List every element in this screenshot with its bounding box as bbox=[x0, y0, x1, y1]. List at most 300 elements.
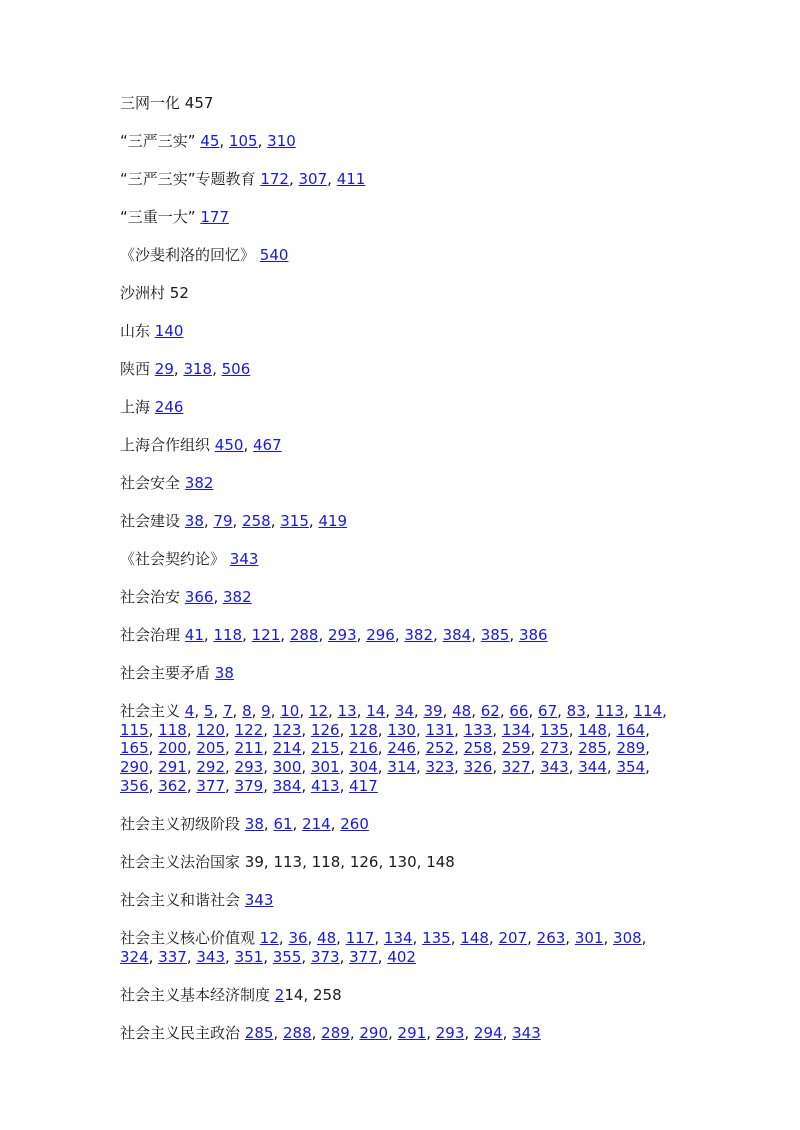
page-separator: , bbox=[186, 776, 197, 795]
page-separator: , bbox=[311, 1023, 322, 1042]
index-entry bbox=[120, 360, 680, 379]
page-reference-link[interactable]: 38 bbox=[184, 511, 204, 530]
page-separator: , bbox=[394, 625, 405, 644]
page-reference-link[interactable]: 377 bbox=[349, 947, 378, 966]
page-reference-link[interactable]: 260 bbox=[340, 814, 369, 833]
page-separator: , bbox=[225, 720, 235, 739]
page-separator: , bbox=[148, 739, 159, 758]
page-reference-link[interactable]: 14 bbox=[366, 701, 386, 720]
page-reference-link[interactable]: 172 bbox=[260, 169, 289, 188]
page-separator: , bbox=[148, 758, 159, 777]
page-reference: 258 bbox=[312, 985, 342, 1004]
page-separator: , bbox=[213, 587, 223, 606]
page-reference-link[interactable]: 115 bbox=[120, 720, 149, 739]
page-separator: , bbox=[454, 739, 464, 758]
page-separator: , bbox=[148, 776, 159, 795]
index-entry bbox=[120, 702, 680, 796]
page-separator: , bbox=[464, 1023, 474, 1042]
page-separator: , bbox=[374, 928, 384, 947]
page-separator: , bbox=[173, 359, 184, 378]
page-reference-link[interactable]: 300 bbox=[272, 758, 302, 777]
index-term: 社会主义 bbox=[120, 701, 181, 720]
page-separator: , bbox=[339, 720, 350, 739]
page-separator: , bbox=[606, 720, 617, 739]
index-entry bbox=[120, 588, 680, 607]
page-reference-link[interactable]: 83 bbox=[566, 701, 586, 720]
page-reference-link[interactable]: 134 bbox=[501, 720, 531, 739]
index-entry bbox=[120, 1024, 680, 1043]
page-reference-link[interactable]: 294 bbox=[473, 1023, 503, 1042]
page-separator: , bbox=[219, 131, 229, 150]
page-separator: , bbox=[492, 739, 502, 758]
page-separator: , bbox=[527, 928, 537, 947]
page-reference-link[interactable]: 402 bbox=[387, 947, 416, 966]
page-separator: , bbox=[263, 852, 274, 871]
page-separator: , bbox=[340, 852, 350, 871]
page-separator: , bbox=[388, 1023, 398, 1042]
page-separator: , bbox=[186, 739, 197, 758]
index-term: 三网一化 bbox=[120, 94, 181, 112]
page-reference-link[interactable]: 301 bbox=[574, 928, 604, 947]
index-term: “三严三实” bbox=[120, 131, 196, 150]
page-reference-link[interactable]: 344 bbox=[578, 758, 607, 777]
page-reference-link[interactable]: 291 bbox=[397, 1023, 427, 1042]
page-separator: , bbox=[378, 852, 388, 871]
page-reference-link[interactable]: 290 bbox=[359, 1023, 388, 1042]
page-reference-link[interactable]: 343 bbox=[540, 758, 569, 777]
page-separator: , bbox=[186, 947, 197, 966]
index-term: 社会安全 bbox=[120, 473, 181, 492]
page-reference-link[interactable]: 5 bbox=[203, 701, 214, 720]
page-separator: , bbox=[492, 758, 502, 777]
index-term: 社会建设 bbox=[120, 511, 181, 530]
page-reference-link[interactable]: 79 bbox=[213, 511, 233, 530]
page-reference-link[interactable]: 48 bbox=[317, 928, 337, 947]
page-separator: , bbox=[243, 435, 253, 454]
index-entry bbox=[120, 322, 680, 341]
page-reference-link[interactable]: 135 bbox=[540, 720, 569, 739]
page-reference-link[interactable]: 66 bbox=[509, 701, 529, 720]
index-term: 社会主义法治国家 bbox=[120, 852, 241, 871]
page-separator: , bbox=[488, 928, 499, 947]
page-reference-link[interactable]: 114 bbox=[633, 701, 663, 720]
page-separator: , bbox=[530, 739, 541, 758]
page-separator: , bbox=[413, 701, 424, 720]
page-reference-link[interactable]: 214 bbox=[302, 814, 331, 833]
page-reference-link[interactable]: 285 bbox=[244, 1023, 274, 1042]
page-reference-link[interactable]: 343 bbox=[512, 1023, 541, 1042]
page-reference-link[interactable]: 113 bbox=[595, 701, 624, 720]
page-reference-link[interactable]: 205 bbox=[196, 739, 226, 758]
index-term: 上海 bbox=[120, 397, 151, 416]
page-separator: , bbox=[251, 701, 262, 720]
index-entry bbox=[120, 398, 680, 417]
page-reference-link[interactable]: 382 bbox=[222, 587, 252, 606]
page-reference-link[interactable]: 164 bbox=[616, 720, 646, 739]
page-reference-link[interactable]: 120 bbox=[196, 720, 226, 739]
page-separator: , bbox=[280, 625, 290, 644]
page-separator: , bbox=[645, 758, 650, 777]
page-separator: , bbox=[278, 928, 289, 947]
page-separator: , bbox=[273, 1023, 283, 1042]
index-term: 社会主义民主政治 bbox=[120, 1023, 241, 1042]
page-reference-link[interactable]: 8 bbox=[242, 701, 252, 720]
index-entry bbox=[120, 512, 680, 531]
page-reference-link[interactable]: 290 bbox=[120, 758, 149, 777]
page-reference-link[interactable]: 131 bbox=[425, 720, 455, 739]
page-reference-link[interactable]: 315 bbox=[280, 511, 309, 530]
index-term: 社会主义核心价值观 bbox=[120, 928, 256, 947]
page-reference-link[interactable]: 307 bbox=[298, 169, 328, 188]
page-reference-link[interactable]: 211 bbox=[234, 739, 264, 758]
page-separator: , bbox=[645, 720, 650, 739]
page-reference-link[interactable]: 326 bbox=[463, 758, 493, 777]
page-reference-link[interactable]: 10 bbox=[280, 701, 300, 720]
page-separator: , bbox=[528, 701, 539, 720]
page-reference-link[interactable]: 7 bbox=[222, 701, 233, 720]
page-separator: , bbox=[339, 947, 350, 966]
page-reference-link[interactable]: 117 bbox=[345, 928, 375, 947]
page-separator: , bbox=[530, 758, 541, 777]
page-reference: 148 bbox=[426, 852, 455, 871]
index-term: 陕西 bbox=[120, 359, 151, 378]
page-separator: , bbox=[377, 947, 388, 966]
page-reference-link[interactable]: 337 bbox=[158, 947, 187, 966]
page-separator: , bbox=[292, 814, 303, 833]
page-reference-link[interactable]: 216 bbox=[349, 739, 378, 758]
page-reference-link[interactable]: 293 bbox=[328, 625, 357, 644]
page-separator: , bbox=[263, 776, 273, 795]
index-term: 《社会契约论》 bbox=[120, 549, 226, 568]
page-reference-link[interactable]: 34 bbox=[394, 701, 414, 720]
page-reference-link[interactable]: 356 bbox=[120, 776, 149, 795]
index-entry bbox=[120, 170, 680, 189]
page-separator: , bbox=[302, 852, 312, 871]
index-entry bbox=[120, 929, 680, 967]
page-separator: , bbox=[339, 739, 350, 758]
index-term: “三重一大” bbox=[120, 207, 196, 226]
page-reference-link[interactable]: 384 bbox=[272, 776, 302, 795]
page-reference-link[interactable]: 61 bbox=[273, 814, 293, 833]
page-reference-link[interactable]: 207 bbox=[498, 928, 528, 947]
index-entry bbox=[120, 474, 680, 493]
index-entry bbox=[120, 626, 680, 645]
page-separator: , bbox=[257, 131, 268, 150]
page-reference-link[interactable]: 67 bbox=[538, 701, 558, 720]
page-reference-link[interactable]: 200 bbox=[158, 739, 187, 758]
page-reference-link[interactable]: 29 bbox=[154, 359, 174, 378]
page-reference-link[interactable]: 122 bbox=[234, 720, 264, 739]
page-separator: , bbox=[203, 511, 214, 530]
page-separator: , bbox=[492, 720, 502, 739]
page-reference-link[interactable]: 343 bbox=[229, 549, 259, 568]
page-reference-link[interactable]: 293 bbox=[234, 758, 264, 777]
page-separator: , bbox=[662, 701, 667, 720]
page-separator: , bbox=[415, 720, 426, 739]
page-separator: , bbox=[471, 701, 481, 720]
page-reference-link[interactable]: 327 bbox=[501, 758, 531, 777]
page-separator: , bbox=[585, 701, 596, 720]
page-reference-link[interactable]: 386 bbox=[518, 625, 548, 644]
page-reference-link[interactable]: 417 bbox=[349, 776, 378, 795]
page-reference: 130 bbox=[388, 852, 417, 871]
page-reference-link[interactable]: 148 bbox=[460, 928, 489, 947]
page-separator: , bbox=[327, 169, 337, 188]
page-reference-link[interactable]: 259 bbox=[501, 739, 531, 758]
page-separator: , bbox=[509, 625, 519, 644]
page-separator: , bbox=[307, 928, 318, 947]
page-separator: , bbox=[603, 928, 614, 947]
page-separator: , bbox=[641, 928, 647, 947]
page-separator: , bbox=[356, 625, 367, 644]
page-separator: , bbox=[303, 985, 313, 1004]
page-reference-link[interactable]: 12 bbox=[259, 928, 279, 947]
page-reference-link[interactable]: 318 bbox=[183, 359, 213, 378]
page-reference-link[interactable]: 324 bbox=[120, 947, 149, 966]
page-reference-link[interactable]: 133 bbox=[463, 720, 493, 739]
page-separator: , bbox=[225, 739, 235, 758]
page-reference-link[interactable]: 39 bbox=[423, 701, 443, 720]
page-separator: , bbox=[412, 928, 423, 947]
page-separator: , bbox=[263, 720, 273, 739]
page-reference-link[interactable]: 177 bbox=[200, 207, 229, 226]
page-reference-link[interactable]: 323 bbox=[425, 758, 455, 777]
page-reference-link[interactable]: 289 bbox=[616, 739, 646, 758]
page-reference-link[interactable]: 354 bbox=[616, 758, 646, 777]
page-reference-link[interactable]: 288 bbox=[289, 625, 319, 644]
page-reference-link[interactable]: 288 bbox=[282, 1023, 312, 1042]
page-separator: , bbox=[415, 758, 426, 777]
page-separator: , bbox=[499, 701, 510, 720]
index-entry bbox=[120, 208, 680, 227]
index-term: 社会主义初级阶段 bbox=[120, 814, 241, 833]
page-reference-link[interactable]: 118 bbox=[158, 720, 187, 739]
page-separator: , bbox=[568, 739, 579, 758]
page-reference-link[interactable]: 118 bbox=[213, 625, 243, 644]
page-reference-link[interactable]: 343 bbox=[244, 890, 274, 909]
page-separator: , bbox=[308, 511, 319, 530]
page-reference-link[interactable]: 343 bbox=[196, 947, 226, 966]
page-reference-link[interactable]: 128 bbox=[349, 720, 378, 739]
page-separator: , bbox=[194, 701, 204, 720]
page-reference-link[interactable]: 48 bbox=[452, 701, 472, 720]
page-separator: , bbox=[186, 758, 197, 777]
page-separator: , bbox=[213, 701, 223, 720]
page-separator: , bbox=[623, 701, 634, 720]
page-reference-link[interactable]: 273 bbox=[540, 739, 569, 758]
page-separator: , bbox=[186, 720, 197, 739]
page-separator: , bbox=[212, 359, 222, 378]
page-separator: , bbox=[339, 776, 350, 795]
page-reference-link[interactable]: 314 bbox=[387, 758, 416, 777]
page-reference-link[interactable]: 134 bbox=[383, 928, 413, 947]
page-reference-link[interactable]: 413 bbox=[310, 776, 340, 795]
page-reference-link[interactable]: 105 bbox=[228, 131, 258, 150]
page-reference-link[interactable]: 165 bbox=[120, 739, 149, 758]
page-reference: 126 bbox=[349, 852, 379, 871]
page-separator: , bbox=[416, 852, 427, 871]
page-reference-link[interactable]: 62 bbox=[480, 701, 500, 720]
page-reference-link[interactable]: 38 bbox=[244, 814, 264, 833]
page-reference-link[interactable]: 123 bbox=[272, 720, 302, 739]
index-entry bbox=[120, 132, 680, 151]
page-separator: , bbox=[336, 928, 346, 947]
page-reference: 14 bbox=[284, 985, 304, 1004]
page-reference-link[interactable]: 215 bbox=[310, 739, 340, 758]
page-separator: , bbox=[385, 701, 395, 720]
page-reference-link[interactable]: 13 bbox=[337, 701, 357, 720]
page-reference-link[interactable]: 355 bbox=[272, 947, 302, 966]
index-entry bbox=[120, 246, 680, 265]
page-reference-link[interactable]: 36 bbox=[288, 928, 308, 947]
page-reference-link[interactable]: 140 bbox=[154, 321, 184, 340]
index-entry bbox=[120, 550, 680, 569]
page-separator: , bbox=[148, 720, 159, 739]
page-separator: , bbox=[330, 814, 341, 833]
page-separator: , bbox=[415, 739, 426, 758]
page-reference-link[interactable]: 296 bbox=[366, 625, 395, 644]
index-term: 社会治安 bbox=[120, 587, 181, 606]
page-separator: , bbox=[454, 720, 464, 739]
page-separator: , bbox=[318, 625, 328, 644]
page-reference-link[interactable]: 148 bbox=[578, 720, 607, 739]
page-reference: 113 bbox=[273, 852, 303, 871]
page-reference-link[interactable]: 292 bbox=[196, 758, 226, 777]
index-entry bbox=[120, 815, 680, 834]
page-reference-link[interactable]: 214 bbox=[272, 739, 302, 758]
index-term: 沙洲村 bbox=[120, 283, 166, 302]
index-entry bbox=[120, 853, 680, 872]
page-separator: , bbox=[454, 758, 464, 777]
page-separator: , bbox=[232, 511, 243, 530]
page-separator: , bbox=[645, 739, 650, 758]
page-separator: , bbox=[377, 739, 388, 758]
index-term: 社会治理 bbox=[120, 625, 181, 644]
page-reference-link[interactable]: 285 bbox=[578, 739, 607, 758]
page-separator: , bbox=[606, 758, 617, 777]
page-reference-link[interactable]: 291 bbox=[158, 758, 187, 777]
page-separator: , bbox=[301, 776, 311, 795]
page-reference-link[interactable]: 384 bbox=[442, 625, 472, 644]
page-reference-link[interactable]: 450 bbox=[214, 435, 244, 454]
page-reference-link[interactable]: 45 bbox=[200, 131, 220, 150]
page-reference: 457 bbox=[184, 94, 214, 112]
index-entry bbox=[120, 664, 680, 683]
page-separator: , bbox=[339, 758, 350, 777]
page-reference-link[interactable]: 293 bbox=[435, 1023, 465, 1042]
index-entry bbox=[120, 891, 680, 910]
page-separator: , bbox=[263, 814, 274, 833]
page-separator: , bbox=[203, 625, 214, 644]
page-reference-link[interactable]: 467 bbox=[252, 435, 282, 454]
page-reference-link[interactable]: 385 bbox=[480, 625, 510, 644]
page-separator: , bbox=[471, 625, 481, 644]
index-term: 社会主义和谐社会 bbox=[120, 890, 241, 909]
page-separator: , bbox=[568, 720, 579, 739]
index-term: 山东 bbox=[120, 321, 151, 340]
page-reference-link[interactable]: 258 bbox=[242, 511, 271, 530]
page-reference-link[interactable]: 2 bbox=[274, 985, 285, 1004]
page-reference-link[interactable]: 289 bbox=[321, 1023, 350, 1042]
page-separator: , bbox=[263, 947, 273, 966]
page-separator: , bbox=[433, 625, 443, 644]
index-term: 社会主义基本经济制度 bbox=[120, 985, 271, 1004]
page-reference: 52 bbox=[169, 283, 189, 302]
index-entry bbox=[120, 986, 680, 1005]
page-separator: , bbox=[225, 776, 235, 795]
index-term: 上海合作组织 bbox=[120, 435, 211, 454]
page-reference-link[interactable]: 308 bbox=[613, 928, 642, 947]
page-separator: , bbox=[301, 720, 311, 739]
page-reference-link[interactable]: 379 bbox=[234, 776, 264, 795]
page-reference-link[interactable]: 4 bbox=[184, 701, 195, 720]
page-reference-link[interactable]: 246 bbox=[154, 397, 184, 416]
page-separator: , bbox=[349, 1023, 360, 1042]
page-separator: , bbox=[328, 701, 338, 720]
page-separator: , bbox=[565, 928, 575, 947]
page-reference-link[interactable]: 310 bbox=[267, 131, 296, 150]
page-reference-link[interactable]: 362 bbox=[158, 776, 187, 795]
page-separator: , bbox=[557, 701, 567, 720]
page-reference: 39 bbox=[244, 852, 264, 871]
page-separator: , bbox=[225, 947, 235, 966]
index-entry bbox=[120, 94, 680, 113]
page-separator: , bbox=[299, 701, 309, 720]
page-reference-link[interactable]: 121 bbox=[251, 625, 281, 644]
page-reference-link[interactable]: 41 bbox=[184, 625, 204, 644]
page-reference-link[interactable]: 366 bbox=[184, 587, 214, 606]
index-term: 《沙斐利洛的回忆》 bbox=[120, 245, 256, 264]
page-reference-link[interactable]: 9 bbox=[261, 701, 271, 720]
index-term: “三严三实”专题教育 bbox=[120, 169, 256, 188]
page-reference-link[interactable]: 263 bbox=[536, 928, 566, 947]
page-reference-link[interactable]: 377 bbox=[196, 776, 226, 795]
page-separator: , bbox=[263, 758, 273, 777]
page-separator: , bbox=[225, 758, 235, 777]
page-reference-link[interactable]: 351 bbox=[234, 947, 264, 966]
page-separator: , bbox=[442, 701, 453, 720]
page-reference-link[interactable]: 382 bbox=[184, 473, 214, 492]
page-reference-link[interactable]: 246 bbox=[387, 739, 416, 758]
page-separator: , bbox=[356, 701, 367, 720]
page-reference-link[interactable]: 506 bbox=[221, 359, 251, 378]
index-term: 社会主要矛盾 bbox=[120, 663, 211, 682]
page-reference-link[interactable]: 540 bbox=[259, 245, 289, 264]
page-reference-link[interactable]: 382 bbox=[404, 625, 434, 644]
page-separator: , bbox=[377, 720, 388, 739]
page-reference-link[interactable]: 373 bbox=[310, 947, 340, 966]
page-reference-link[interactable]: 258 bbox=[463, 739, 493, 758]
page-separator: , bbox=[606, 739, 617, 758]
page-separator: , bbox=[270, 701, 281, 720]
page-reference-link[interactable]: 130 bbox=[387, 720, 416, 739]
page-reference-link[interactable]: 252 bbox=[425, 739, 455, 758]
page-separator: , bbox=[263, 739, 273, 758]
page-reference-link[interactable]: 301 bbox=[310, 758, 340, 777]
page-reference-link[interactable]: 419 bbox=[318, 511, 348, 530]
page-reference-link[interactable]: 304 bbox=[349, 758, 378, 777]
page-separator: , bbox=[148, 947, 159, 966]
page-reference-link[interactable]: 135 bbox=[422, 928, 451, 947]
page-separator: , bbox=[301, 739, 311, 758]
page-separator: , bbox=[301, 758, 311, 777]
page-reference-link[interactable]: 38 bbox=[214, 663, 234, 682]
page-reference-link[interactable]: 411 bbox=[336, 169, 366, 188]
page-reference-link[interactable]: 126 bbox=[310, 720, 340, 739]
index-entry bbox=[120, 284, 680, 303]
page-reference-link[interactable]: 12 bbox=[308, 701, 328, 720]
page-separator: , bbox=[377, 758, 388, 777]
